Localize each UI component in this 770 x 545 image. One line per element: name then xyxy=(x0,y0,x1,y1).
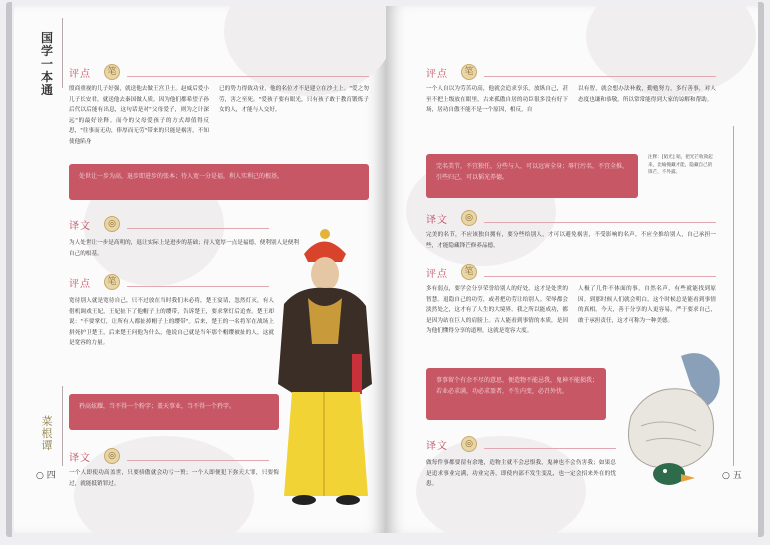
commentary-text: 殷商重视的儿子好强，就送他去做王宫卫士。赵威后爱小儿子长安君，就送他去秦国做人质。因为他们都希望子孙后代以后能有出息，这句话是对"父母爱子，则为之计深远"的最好诠释。而今的父母爱孩子的方式却值得反思，"往事而无功，俸厚而无劳"带来的只能是祸害，不知使他陷身 xyxy=(69,86,209,145)
brush-icon: 笔 xyxy=(104,64,120,80)
duck-illustration xyxy=(611,346,731,496)
heading-label: 译文 xyxy=(426,215,448,226)
right-page xyxy=(386,6,758,533)
brush-icon: 笔 xyxy=(104,274,120,290)
background-pattern xyxy=(586,6,756,96)
brush-icon: 笔 xyxy=(461,264,477,280)
heading-rule xyxy=(127,460,269,461)
translation-text: 为人处世让一步是高明的，退让实际上是进步的基础；待人宽厚一点是福德，便利别人是便利自己的根基。 xyxy=(69,240,299,257)
heading-rule xyxy=(127,228,269,229)
heading-rule xyxy=(484,222,716,223)
heading-rule xyxy=(484,276,716,277)
section-heading xyxy=(426,434,616,454)
background-pattern xyxy=(224,6,386,96)
commentary-text: 多有弱点，要学会分享荣誉给别人的好处。这才是处世的智慧。退隐自己的功劳，或者把功劳让给别人。荣辱都会淡然处之，这才有了人生的大境界。我之所以能成功，都是因为站在巨人的肩膀上。古人能看到事情的本质，是因为他们懂得分享的道理，这就是宽容大度。 xyxy=(426,286,568,334)
medallion-icon: ◎ xyxy=(461,436,477,452)
annotation-note: 注释：[韬光] 韬，把光芒收敛起来，比喻掩藏才能，隐藏自己的锋芒，不外露。 xyxy=(648,155,713,175)
section-heading xyxy=(69,214,269,234)
translation-text: 一个人即使功高盖世，只要骄傲就会功亏一篑；一个人即便犯下弥天大罪，只要悔过，就能抵销罪过。 xyxy=(69,470,279,487)
book-title: 菜根谭 xyxy=(41,415,53,452)
heading-label: 评点 xyxy=(426,69,448,80)
quote-text: 处世让一步为高，退步即进步的张本；待人宽一分是福，利人实利己的根基。 xyxy=(79,173,284,180)
brush-icon: 笔 xyxy=(461,64,477,80)
medallion-icon: ◎ xyxy=(104,216,120,232)
margin-rule xyxy=(62,386,63,466)
medallion-icon: ◎ xyxy=(104,448,120,464)
commentary-text: 已的势力得致功业，他的名位才不是建立在沙土上。"爱之勿劳，害之至死。"爱孩子要有眼光，只有孩子敢于教育锻炼子女的人，才能与人交好。 xyxy=(219,86,369,113)
qing-official-illustration xyxy=(264,224,384,514)
heading-rule xyxy=(127,76,369,77)
medallion-icon: ◎ xyxy=(461,210,477,226)
quote-text: 事事留个有余不尽的意思，便造物不能忌我，鬼神不能损我；若业必求满，功必求盈者，不生内变，必召外忧。 xyxy=(436,377,599,395)
translation-text: 做每件事都要留有余地，造物主就不会忌恨我，鬼神也不会伤害我；如果总是追求事业完满，功业完善，即使内部不发生变乱，也一定会招来外在的忧患。 xyxy=(426,460,616,487)
commentary-text: 人极了几件不体面的事，自然名声，有些就能找到原因。到那时候人们就会明白，这个时候总是能看到事情的真相。今天，善于分享的人更容易，严于要求自己，敢于承担责任，这才可称为一种美德。 xyxy=(578,286,716,324)
heading-label: 评点 xyxy=(69,279,91,290)
heading-label: 译文 xyxy=(69,453,91,464)
section-heading xyxy=(69,62,369,82)
heading-rule xyxy=(484,448,616,449)
section-heading xyxy=(426,208,716,228)
heading-label: 评点 xyxy=(426,269,448,280)
section-heading xyxy=(69,272,269,292)
section-heading xyxy=(69,446,269,466)
heading-rule xyxy=(484,76,716,77)
margin-rule xyxy=(733,126,734,466)
series-title: 国学一本通 xyxy=(40,31,53,97)
heading-label: 评点 xyxy=(69,69,91,80)
quote-text: 完名美节，不宜独任，分些与人，可以远害全身；辱行污名，不宜全推，引些归己，可以韬光养德。 xyxy=(436,163,629,181)
margin-rule xyxy=(62,18,63,88)
page-stack-left xyxy=(6,2,12,537)
section-heading xyxy=(426,62,716,82)
quote-text: 矜高炫耀，当不得一个粉字；盖天事业，当不得一个矜字。 xyxy=(79,403,236,410)
heading-rule xyxy=(127,286,269,287)
commentary-text: 宽待别人就是宽待自己，只不过放在当时我们未必将，楚王宴请，忽然灯灭，有人借机调戏王妃，王妃扯下了他帽子上的缨带，告诉楚王，要求掌灯后追查。楚王却说："不要掌灯，让所有人都扯掉帽子上的缨带"。后来，楚王的一名将军在战场上拼死护卫楚王，后来楚王问他为什么，他说自己就是当年那个帽缨被扯的人，这就是宽容的力量。 xyxy=(69,298,274,346)
section-heading xyxy=(426,262,716,282)
left-page xyxy=(14,6,386,533)
quote-banner xyxy=(69,394,279,430)
page-number: ○ 四 xyxy=(36,471,56,481)
page-stack-right xyxy=(758,2,764,537)
quote-banner xyxy=(426,368,606,420)
heading-label: 译文 xyxy=(69,221,91,232)
heading-label: 译文 xyxy=(426,441,448,452)
translation-text: 完美的名节，不应该独自拥有，要分些给别人，才可以避免祸害，不受影响的名声，不应全推给别人，自己承担一些，才能隐藏锋芒修养品德。 xyxy=(426,232,716,249)
quote-banner xyxy=(426,154,638,198)
page-number: ○ 五 xyxy=(722,471,742,481)
commentary-text: 以有智，就会想办法补救，勤勉努力，多行善事，对人态度也谦和恭敬，所以常常能得到大家的谅解和帮助。 xyxy=(578,86,716,103)
commentary-text: 一个人自以为劳苦功高，他就会追求享乐，放纵自己，甚至不把上级放在眼里，古来孤傲自居的功臣很多没有好下场，居功自傲不能不是一个原因，相反，自 xyxy=(426,86,568,113)
quote-banner xyxy=(69,164,369,200)
